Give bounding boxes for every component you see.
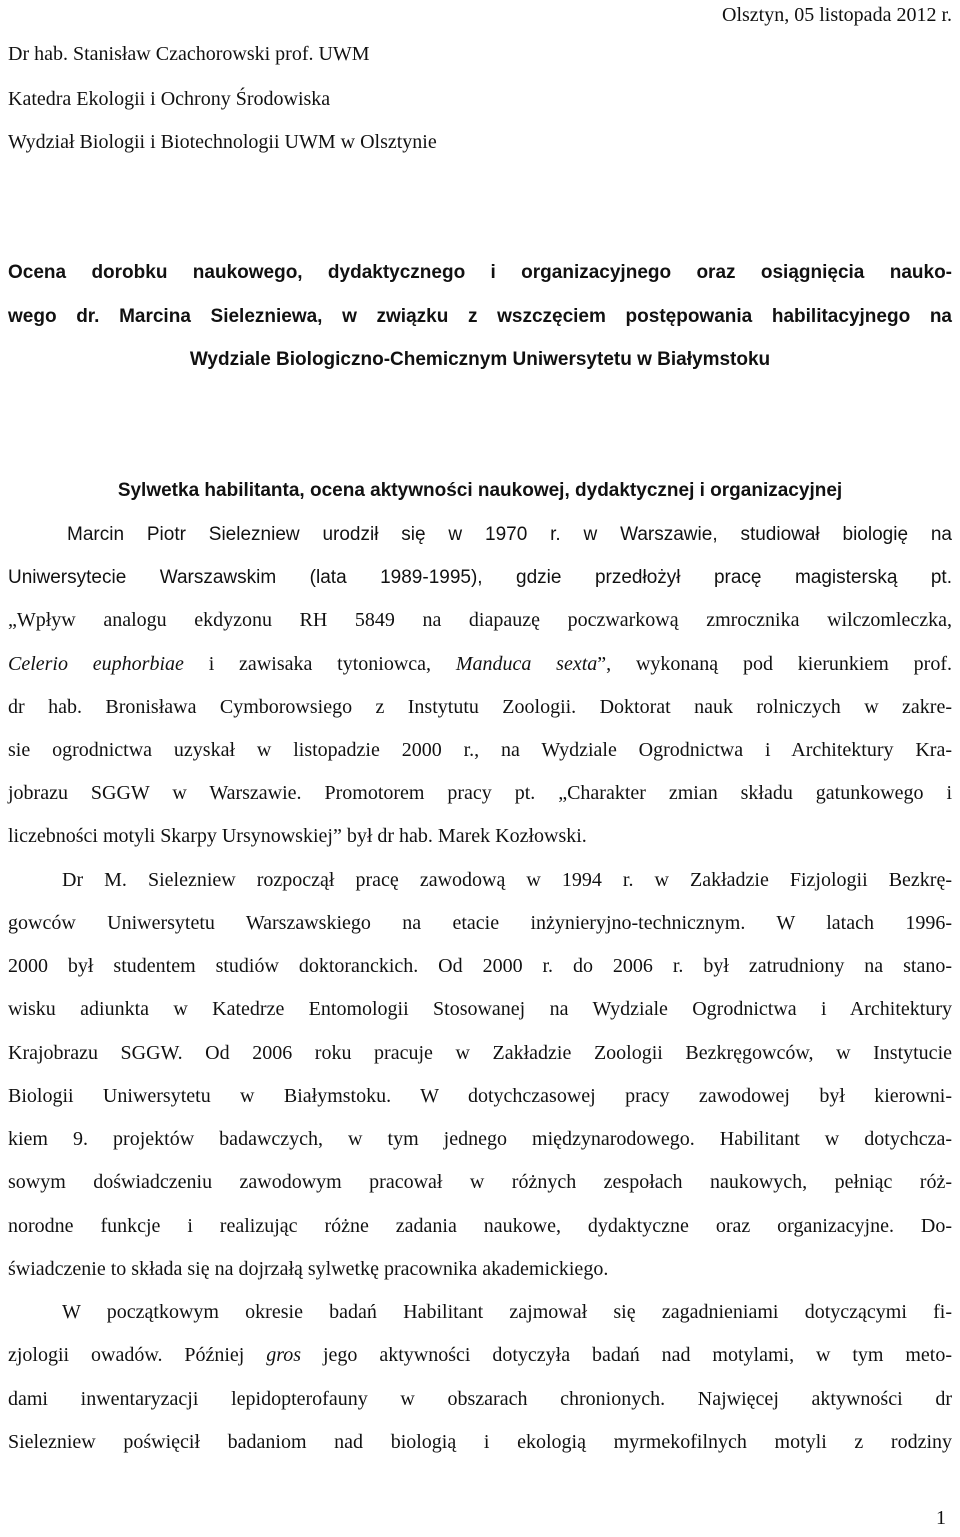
p2-line-10: świadczenie to składa się na dojrzałą sylwetkę pracownika akademickiego. xyxy=(8,1258,609,1280)
author-department: Katedra Ekologii i Ochrony Środowiska xyxy=(8,88,331,110)
p3-line-3: dami inwentaryzacji lepidopterofauny w obszarach chronionych. Najwięcej aktywności dr xyxy=(8,1388,952,1410)
p2-line-1: Dr M. Sielezniew rozpoczął pracę zawodową w 1994 r. w Zakładzie Fizjologii Bezkrę- xyxy=(62,869,952,891)
p2-line-4: wisku adiunkta w Katedrze Entomologii Stosowanej na Wydziale Ogrodnictwa i Architektury xyxy=(8,998,952,1020)
p2-line-7: kiem 9. projektów badawczych, w tym jednego międzynarodowego. Habilitant w dotychcza- xyxy=(8,1128,952,1150)
section-heading: Sylwetka habilitanta, ocena aktywności naukowej, dydaktycznej i organizacyjnej xyxy=(117,480,843,501)
p3-line-4: Sielezniew poświęcił badaniom nad biologią i ekologią myrmekofilnych motyli z rodziny xyxy=(8,1431,952,1453)
p2-line-5: Krajobrazu SGGW. Od 2006 roku pracuje w Zakładzie Zoologii Bezkręgowców, w Instytucie xyxy=(8,1042,952,1064)
p2-line-8: sowym doświadczeniu zawodowym pracował w różnych zespołach naukowych, pełniąc róż- xyxy=(8,1171,952,1193)
p1-line-5: jobrazu SGGW w Warszawie. Promotorem pracy pt. „Charakter zmian składu gatunkowego i xyxy=(8,782,952,804)
p3-line-1: W początkowym okresie badań Habilitant zajmował się zagadnieniami dotyczącymi fi- xyxy=(62,1301,952,1323)
p1-line-6: liczebności motyli Skarpy Ursynowskiej” był dr hab. Marek Kozłowski. xyxy=(8,825,587,847)
p1-line-1: „Wpływ analogu ekdyzonu RH 5849 na diapauzę poczwarkową zmrocznika wilczomleczka, xyxy=(8,609,952,631)
p2-line-6: Biologii Uniwersytetu w Białymstoku. W dotychczasowej pracy zawodowej był kierowni- xyxy=(8,1085,952,1107)
title-line-3: Wydziale Biologiczno-Chemicznym Uniwersytetu w Białymstoku xyxy=(189,349,771,370)
place-date: Olsztyn, 05 listopada 2012 r. xyxy=(722,4,952,26)
p2-line-9: norodne funkcje i realizując różne zadania naukowe, dydaktyczne oraz organizacyjne. Do- xyxy=(8,1215,952,1237)
intro-line-1: Marcin Piotr Sielezniew urodził się w 1970 r. w Warszawie, studiował biologię na xyxy=(67,524,952,545)
p2-line-2: gowców Uniwersytetu Warszawskiego na etacie inżynieryjno-technicznym. W latach 1996- xyxy=(8,912,952,934)
title-line-1: Ocena dorobku naukowego, dydaktycznego i organizacyjnego oraz osiągnięcia nauko- xyxy=(8,262,952,283)
p2-line-3: 2000 był studentem studiów doktoranckich. Od 2000 r. do 2006 r. był zatrudniony na stano- xyxy=(8,955,952,977)
term-gros: gros xyxy=(266,1344,302,1366)
p1-line-4: sie ogrodnictwa uzyskał w listopadzie 2000 r., na Wydziale Ogrodnictwa i Architektury Kra- xyxy=(8,739,952,761)
author-faculty: Wydział Biologii i Biotechnologii UWM w Olsztynie xyxy=(8,131,437,153)
author-name: Dr hab. Stanisław Czachorowski prof. UWM xyxy=(8,43,370,65)
title-line-2: wego dr. Marcina Sielezniewa, w związku z wszczęciem postępowania habilitacyjnego na xyxy=(8,306,952,327)
intro-line-2: Uniwersytecie Warszawskim (lata 1989-1995), gdzie przedłożył pracę magisterską pt. xyxy=(8,567,952,588)
species-name-manduca: Manduca sexta xyxy=(455,653,598,675)
p3-line-2: zjologii owadów. Później gros jego aktywności dotyczyła badań nad motylami, w tym meto- xyxy=(8,1344,952,1366)
page-number: 1 xyxy=(936,1507,946,1529)
p1-line-3: dr hab. Bronisława Cymborowsiego z Instytutu Zoologii. Doktorat nauk rolniczych w zakre- xyxy=(8,696,952,718)
species-name-celerio: Celerio euphorbiae xyxy=(8,653,184,675)
p1-line-2: Celerio euphorbiae i zawisaka tytoniowca, Manduca sexta”, wykonaną pod kierunkiem prof. xyxy=(8,653,952,675)
